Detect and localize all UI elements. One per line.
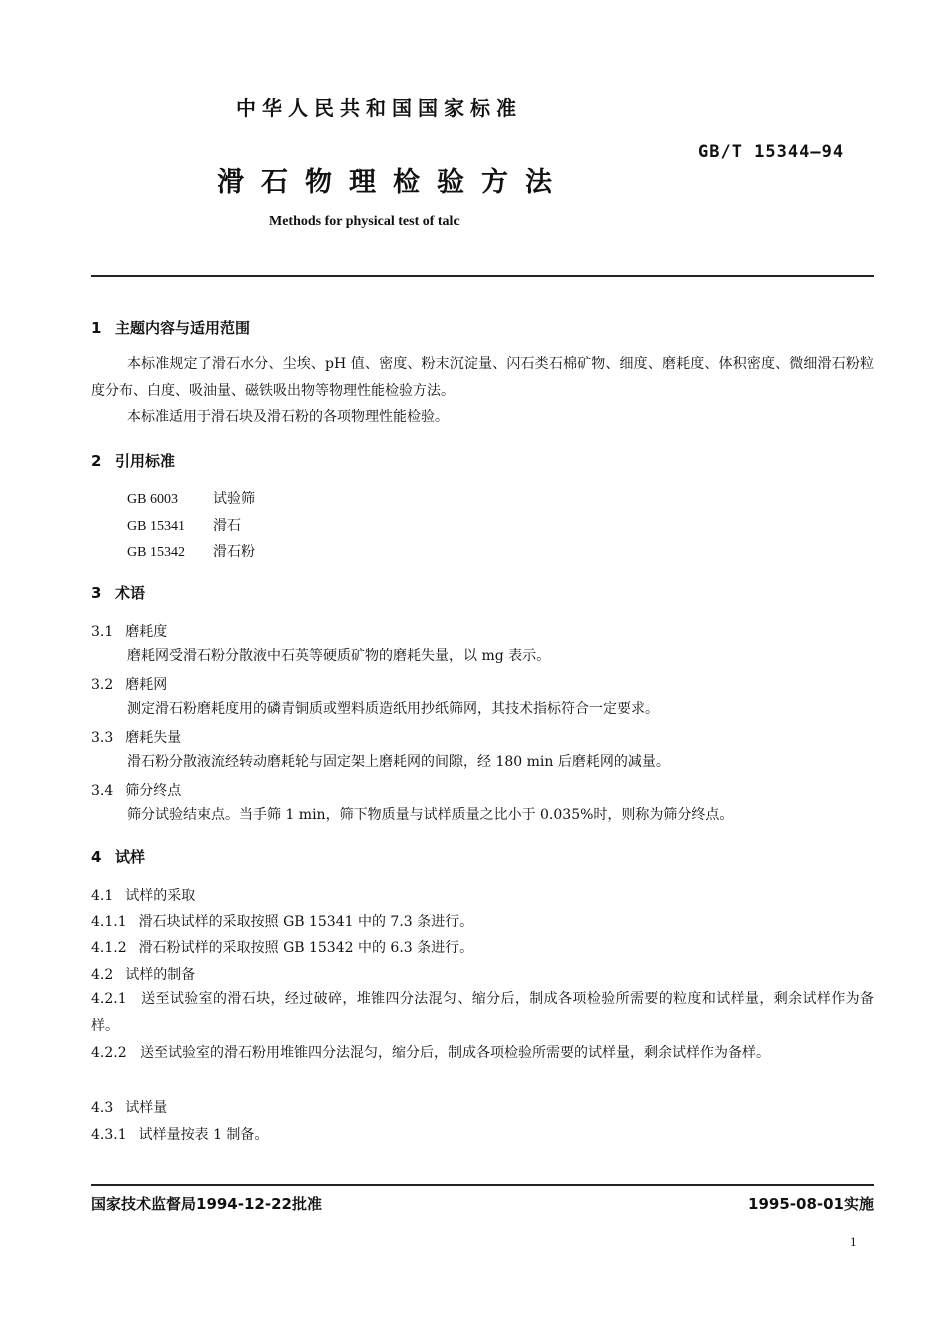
standard-number: GB/T 15344—94 [698, 142, 845, 162]
section-title: 引用标准 [115, 452, 176, 470]
section-1-para-2: 本标准适用于滑石块及滑石粉的各项物理性能检验。 [127, 409, 449, 425]
implementation-date: 1995-08-01实施 [748, 1195, 874, 1213]
national-standard-heading: 中华人民共和国国家标准 [236, 96, 522, 120]
section-title: 术语 [115, 584, 146, 602]
reference-item [127, 541, 255, 561]
approval-date: 国家技术监督局1994-12-22批准 [91, 1195, 322, 1213]
page-number: 1 [850, 1234, 857, 1249]
section-number: 2 [91, 452, 102, 470]
section-1-heading [91, 317, 250, 338]
section-number: 3 [91, 584, 102, 602]
section-number: 4 [91, 848, 102, 866]
term-3-2: 3.2 磨耗网 [91, 677, 168, 693]
reference-name: 滑石 [213, 519, 241, 534]
section-3-heading [91, 582, 145, 603]
reference-name: 试验筛 [213, 492, 255, 507]
clause-4-2: 4.2 试样的制备 [91, 967, 196, 983]
term-3-1: 3.1 磨耗度 [91, 624, 168, 640]
header-divider [91, 275, 874, 277]
footer-divider [91, 1184, 874, 1186]
clause-4-3-1: 4.3.1 试样量按表 1 制备。 [91, 1127, 269, 1143]
section-4-heading [91, 846, 145, 867]
reference-item [127, 515, 241, 535]
reference-code: GB 15342 [127, 545, 185, 560]
term-3-4: 3.4 筛分终点 [91, 783, 182, 799]
clause-4-1-1: 4.1.1 滑石块试样的采取按照 GB 15341 中的 7.3 条进行。 [91, 914, 474, 930]
section-1-para-1: 本标准规定了滑石水分、尘埃、pH 值、密度、粉末沉淀量、闪石类石棉矿物、细度、磨耗度、体积密度、微细滑石粉粒度分布、白度、吸油量、磁铁吸出物等物理性能检验方法。 [91, 356, 874, 399]
reference-code: GB 6003 [127, 492, 178, 507]
clause-4-2-1: 4.2.1 送至试验室的滑石块，经过破碎，堆锥四分法混匀、缩分后，制成各项检验所需要的粒度和试样量，剩余试样作为备样。 [91, 991, 874, 1034]
term-3-1-definition: 磨耗网受滑石粉分散液中石英等硬质矿物的磨耗失量，以 mg 表示。 [127, 648, 551, 664]
term-3-3-definition: 滑石粉分散液流经转动磨耗轮与固定架上磨耗网的间隙，经 180 min 后磨耗网的减量。 [127, 754, 670, 770]
clause-4-2-2: 4.2.2 送至试验室的滑石粉用堆锥四分法混匀，缩分后，制成各项检验所需要的试样量，剩余试样作为备样。 [91, 1045, 770, 1061]
reference-name: 滑石粉 [213, 545, 255, 560]
term-3-3: 3.3 磨耗失量 [91, 730, 182, 746]
term-3-2-definition: 测定滑石粉磨耗度用的磷青铜质或塑料质造纸用抄纸筛网，其技术指标符合一定要求。 [127, 701, 659, 717]
clause-4-1: 4.1 试样的采取 [91, 888, 196, 904]
page-title: 滑石物理检验方法 [217, 167, 569, 198]
section-number: 1 [91, 319, 102, 337]
clause-4-1-2: 4.1.2 滑石粉试样的采取按照 GB 15342 中的 6.3 条进行。 [91, 940, 474, 956]
term-3-4-definition: 筛分试验结束点。当手筛 1 min，筛下物质量与试样质量之比小于 0.035%时，则称为筛分终点。 [127, 807, 734, 823]
english-title: Methods for physical test of talc [269, 214, 460, 229]
reference-item [127, 488, 255, 508]
reference-code: GB 15341 [127, 519, 185, 534]
section-2-heading [91, 450, 175, 471]
section-title: 试样 [115, 848, 146, 866]
section-title: 主题内容与适用范围 [115, 319, 251, 337]
clause-4-3: 4.3 试样量 [91, 1100, 168, 1116]
